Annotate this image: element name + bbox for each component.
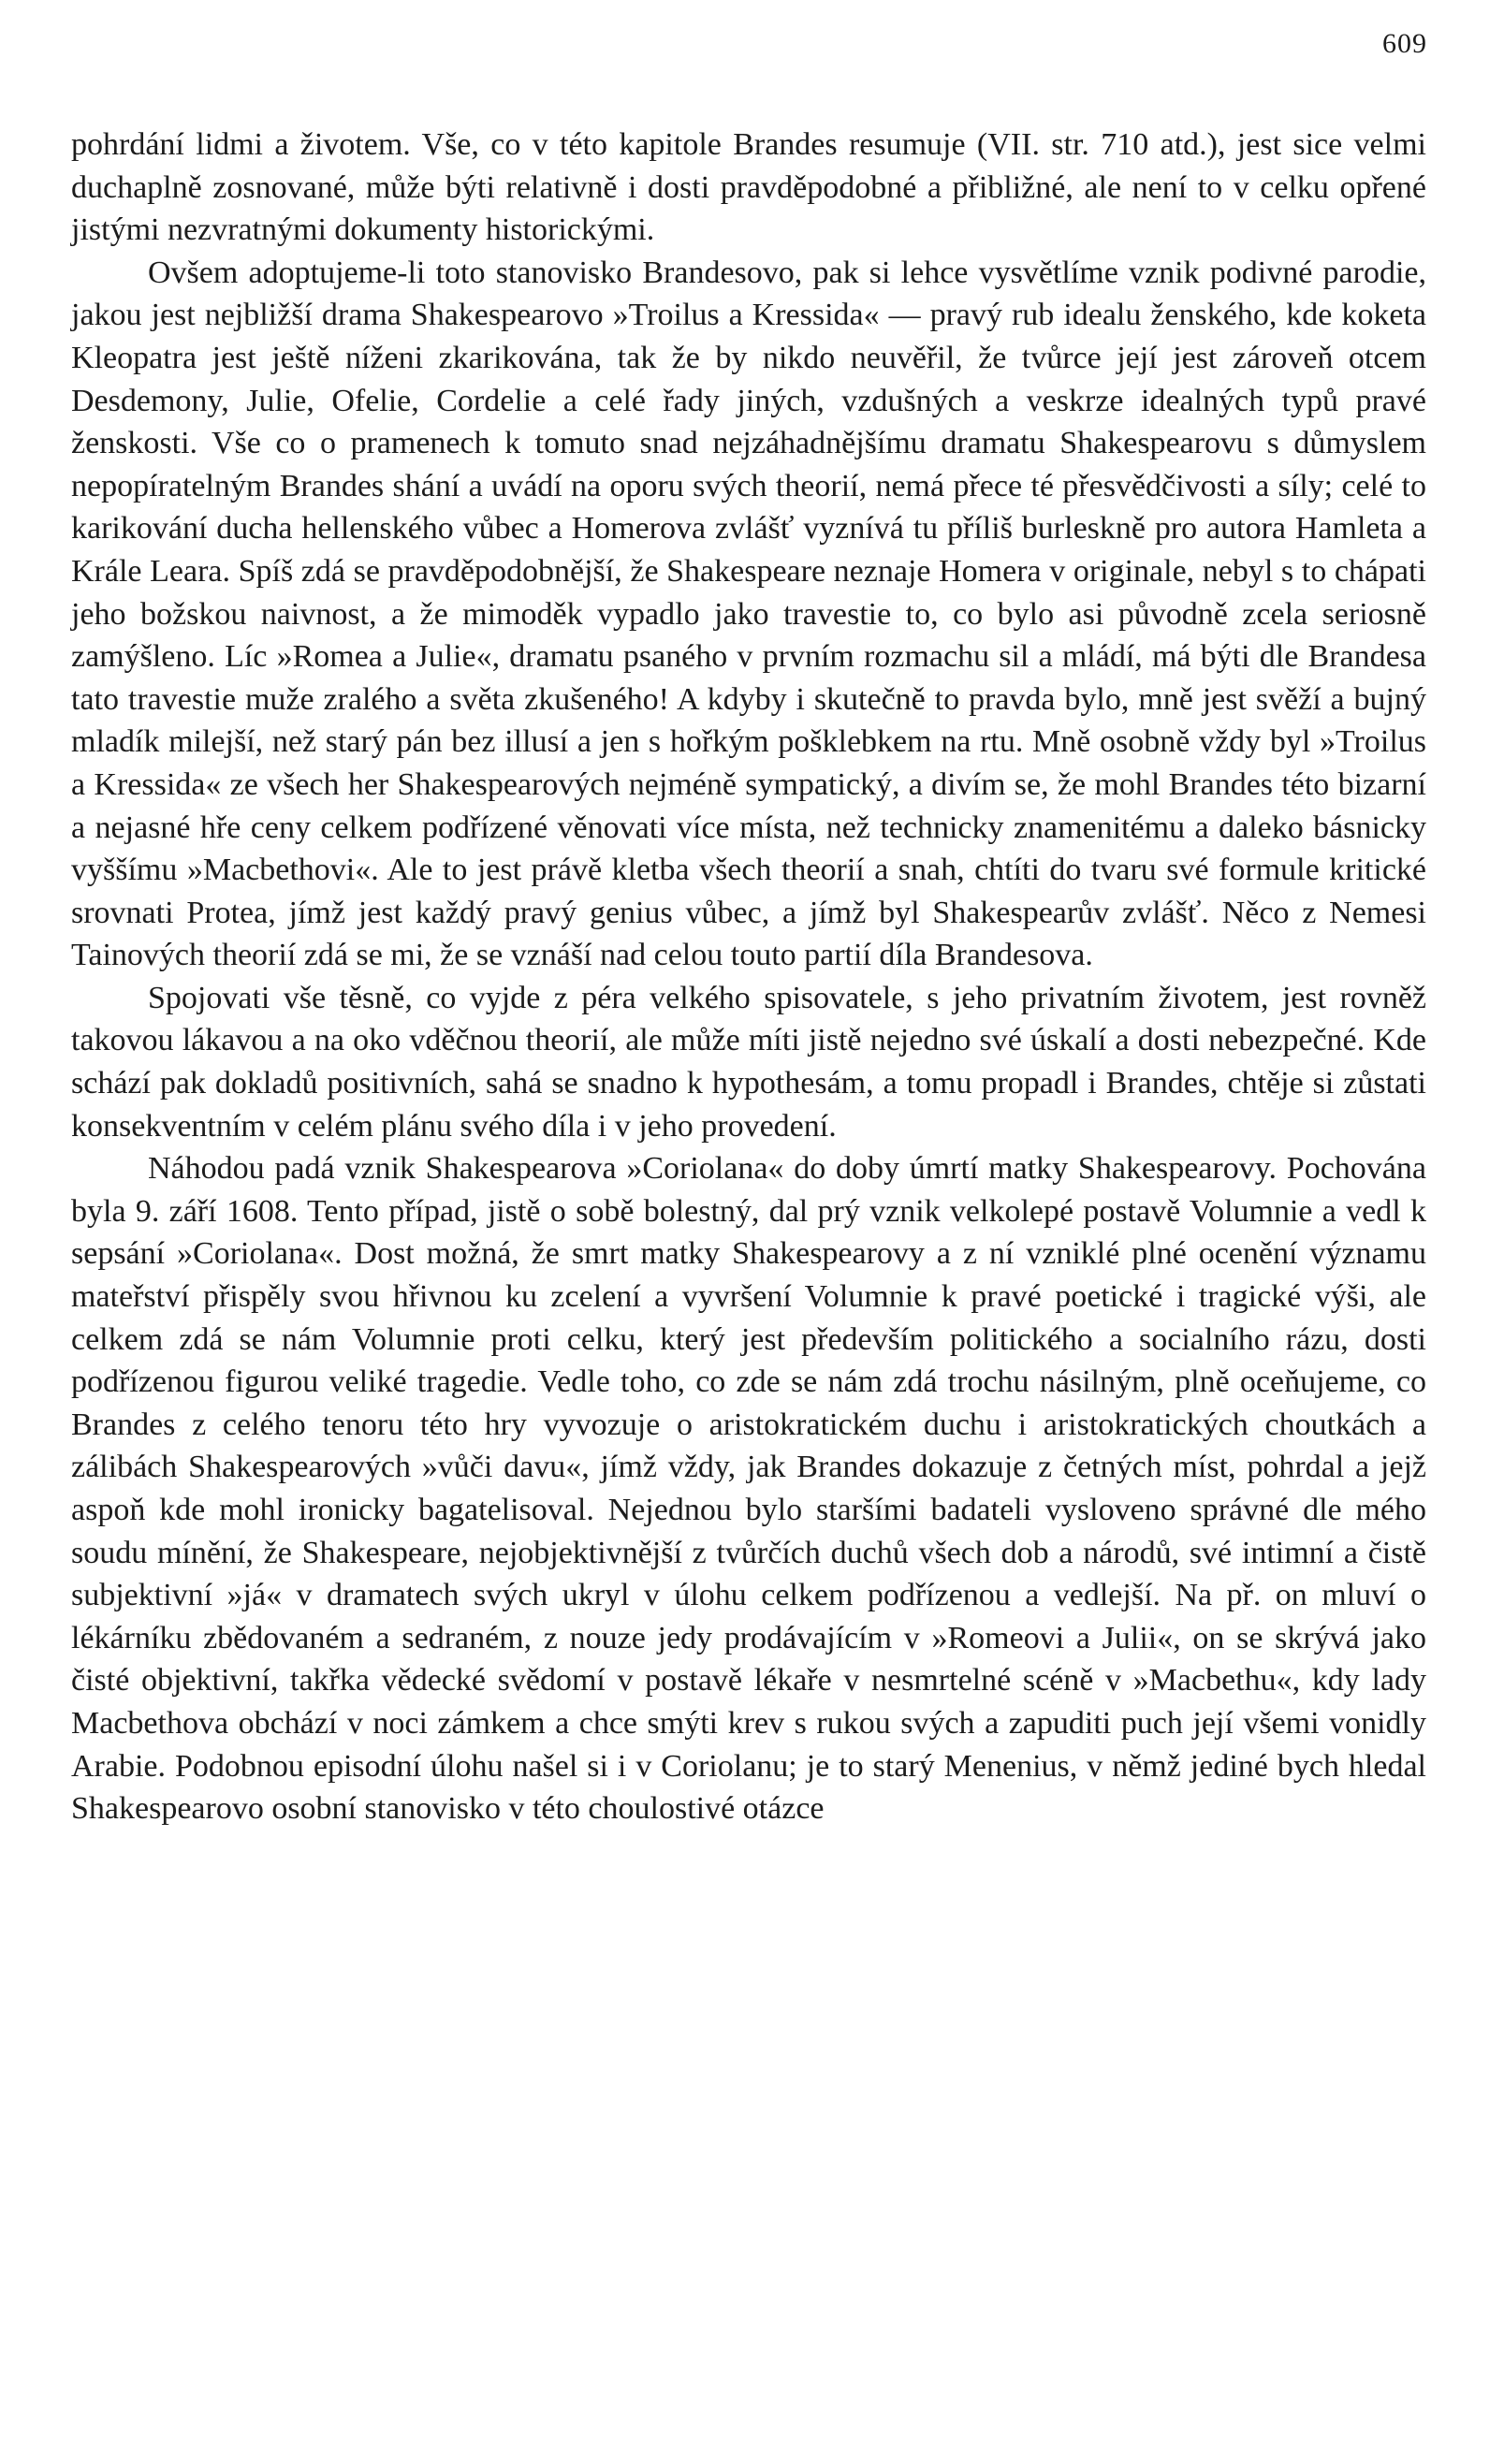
paragraph-4: Náhodou padá vznik Shakespearova »Coriolana« do doby úmrtí matky Shakespearovy. Pochována byla 9. září 1608. Tento případ, jistě o sobě bolestný, dal prý vznik velkolepé postavě Volumnie a vedl k sepsání »Coriolana«. Dost možná, že smrt matky Shakespearovy a z ní vzniklé plné ocenění významu mateřství přispěly svou hřivnou ku zcelení a vyvršení Volumnie k pravé poetické i tragické výši, ale celkem zdá se nám Volumnie proti celku, který jest především politického a socialního rázu, dosti podřízenou figurou veliké tragedie. Vedle toho, co zde se nám zdá trochu násilným, plně oceňujeme, co Brandes z celého tenoru této hry vyvozuje o aristokratickém duchu i aristokratických choutkách a zálibách Shakespearových »vůči davu«, jímž vždy, jak Brandes dokazuje z četných míst, pohrdal a jejž aspoň kde mohl ironicky bagatelisoval. Nejednou bylo staršími badateli vysloveno správné dle mého soudu mínění, že Shakespeare, nejobjektivnější z tvůrčích duchů všech dob a národů, své intimní a čistě subjektivní »já« v dramatech svých ukryl v úlohu celkem podřízenou a vedlejší. Na př. on mluví o lékárníku zbědovaném a sedraném, z nouze jedy prodávajícím v »Romeovi a Julii«, on se skrývá jako čisté objektivní, takřka vědecké svědomí v postavě lékaře v nesmrtelné scéně v »Macbethu«, kdy lady Macbethova obchází v noci zámkem a chce smýti krev s rukou svých a zapuditi puch její všemi vonidly Arabie. Podobnou episodní úlohu našel si i v Coriolanu; je to starý Menenius, v němž jediné bych hledal Shakespearovo osobní stanovisko v této choulostivé otázce bbox=[71, 1151, 1426, 1827]
paragraph-1: pohrdání lidmi a životem. Vše, co v této kapitole Brandes resumuje (VII. str. 710 atd.), jest sice velmi duchaplně zosnované, může býti relativně i dosti pravděpodobné a přibližné, ale není to v celku opřené jistými nezvratnými dokumenty historickými. bbox=[71, 127, 1426, 248]
paragraph-2: Ovšem adoptujeme-li toto stanovisko Brandesovo, pak si lehce vysvětlíme vznik podivné parodie, jakou jest nejbližší drama Shakespearovo »Troilus a Kressida« — pravý rub idealu ženského, kde koketa Kleopatra jest ještě níženi zkarikována, tak že by nikdo neuvěřil, že tvůrce její jest zároveň otcem Desdemony, Julie, Ofelie, Cordelie a celé řady jiných, vzdušných a veskrze idealných typů pravé ženskosti. Vše co o pramenech k tomuto snad nejzáhadnějšímu dramatu Shakespearovu s důmyslem nepopíratelným Brandes shání a uvádí na oporu svých theorií, nemá přece té přesvědčivosti a síly; celé to karikování ducha hellenského vůbec a Homerova zvlášť vyznívá tu příliš burleskně pro autora Hamleta a Krále Leara. Spíš zdá se pravděpodobnější, že Shakespeare neznaje Homera v originale, nebyl s to chápati jeho božskou naivnost, a že mimoděk vypadlo jako travestie to, co bylo asi původně zcela seriosně zamýšleno. Líc »Romea a Julie«, dramatu psaného v prvním rozmachu sil a mládí, má býti dle Brandesa tato travestie muže zralého a světa zkušeného! A kdyby i skutečně to pravda bylo, mně jest svěží a bujný mladík milejší, než starý pán bez illusí a jen s hořkým pošklebkem na rtu. Mně osobně vždy byl »Troilus a Kressida« ze všech her Shakespearových nejméně sympatický, a divím se, že mohl Brandes této bizarní a nejasné hře ceny celkem podřízené věnovati více místa, než technicky znamenitému a daleko básnicky vyššímu »Macbethovi«. Ale to jest právě kletba všech theorií a snah, chtíti do tvaru své formule kritické srovnati Protea, jímž jest každý pravý genius vůbec, a jímž byl Shakespearův zvlášť. Něco z Nemesi Tainových theorií zdá se mi, že se vznáší nad celou touto partií díla Brandesova. bbox=[71, 255, 1426, 973]
page-number: 609 bbox=[1382, 28, 1427, 59]
paragraph-3: Spojovati vše těsně, co vyjde z péra velkého spisovatele, s jeho privatním životem, jest rovněž takovou lákavou a na oko vděčnou theorií, ale může míti jistě nejedno své úskalí a dosti nebezpečné. Kde schází pak dokladů positivních, sahá se snadno k hypothesám, a tomu propadl i Brandes, chtěje si zůstati konsekventním v celém plánu svého díla i v jeho provedení. bbox=[71, 980, 1426, 1144]
body-text bbox=[71, 124, 1426, 1830]
